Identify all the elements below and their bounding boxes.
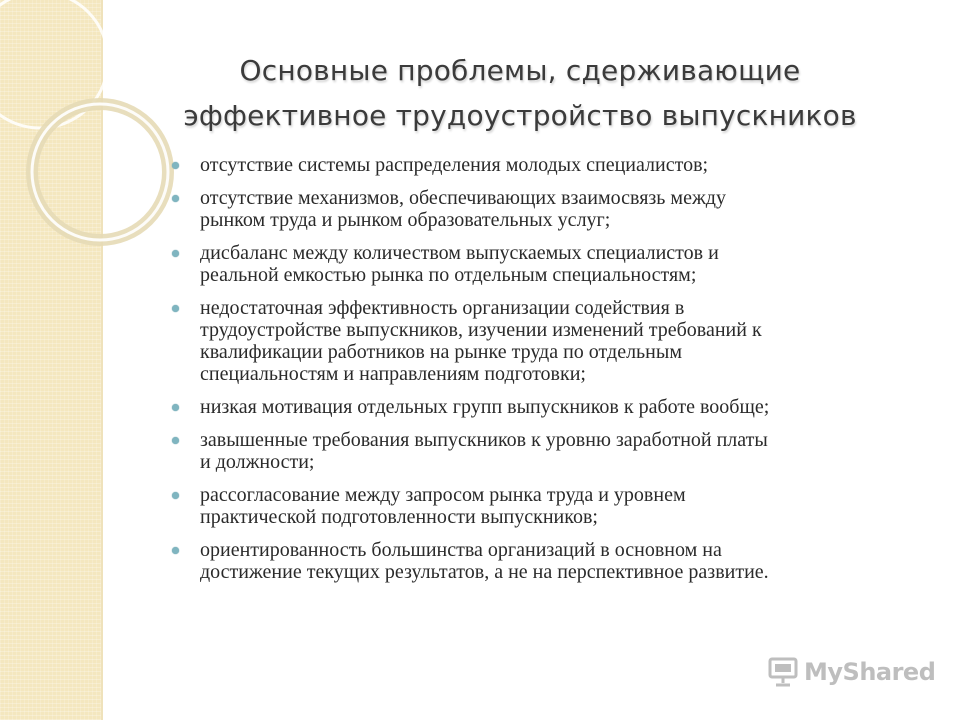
projector-icon bbox=[766, 655, 800, 689]
slide-title-line: эффективное трудоустройство выпускников bbox=[183, 99, 857, 132]
bullet-text-line: недостаточная эффективность организации содействия в bbox=[200, 297, 685, 319]
bullet-text-line: низкая мотивация отдельных групп выпускников к работе вообще; bbox=[200, 396, 770, 418]
slide-title bbox=[150, 48, 890, 138]
bullet-item bbox=[172, 484, 932, 528]
bullet-item bbox=[172, 187, 932, 231]
bullet-dot-icon bbox=[172, 305, 179, 312]
slide-title-line: Основные проблемы, сдерживающие bbox=[239, 54, 801, 87]
bullet-text-line: практической подготовленности выпускников; bbox=[200, 506, 598, 528]
bullet-item bbox=[172, 297, 932, 385]
bullet-dot-icon bbox=[172, 404, 179, 411]
myshared-watermark bbox=[766, 655, 935, 689]
bullet-list bbox=[172, 154, 932, 594]
bullet-item bbox=[172, 396, 932, 418]
bullet-item bbox=[172, 154, 932, 176]
bullet-item bbox=[172, 539, 932, 583]
bullet-dot-icon bbox=[172, 250, 179, 257]
watermark-text: MyShared bbox=[804, 658, 936, 686]
bullet-text-line: отсутствие механизмов, обеспечивающих взаимосвязь между bbox=[200, 187, 726, 209]
bullet-dot-icon bbox=[172, 547, 179, 554]
bullet-dot-icon bbox=[172, 195, 179, 202]
bullet-text-line: специальностям и направлениям подготовки; bbox=[200, 363, 586, 385]
bullet-text-line: рынком труда и рынком образовательных услуг; bbox=[200, 209, 611, 231]
bullet-text-line: квалификации работников на рынке труда по отдельным bbox=[200, 341, 682, 363]
bullet-text-line: ориентированность большинства организаций в основном на bbox=[200, 539, 722, 561]
bullet-text-line: дисбаланс между количеством выпускаемых специалистов и bbox=[200, 242, 719, 264]
bullet-text-line: рассогласование между запросом рынка труда и уровнем bbox=[200, 484, 686, 506]
bullet-text-line: реальной емкостью рынка по отдельным специальностям; bbox=[200, 264, 697, 286]
bullet-dot-icon bbox=[172, 437, 179, 444]
bullet-dot-icon bbox=[172, 162, 179, 169]
bullet-text-line: завышенные требования выпускников к уровню заработной платы bbox=[200, 429, 768, 451]
bullet-text-line: отсутствие системы распределения молодых специалистов; bbox=[200, 154, 709, 176]
bullet-item bbox=[172, 429, 932, 473]
bullet-text-line: трудоустройстве выпускников, изучении изменений требований к bbox=[200, 319, 762, 341]
bullet-dot-icon bbox=[172, 492, 179, 499]
bullet-item bbox=[172, 242, 932, 286]
bullet-text-line: достижение текущих результатов, а не на перспективное развитие. bbox=[200, 561, 769, 583]
bullet-text-line: и должности; bbox=[200, 451, 315, 473]
